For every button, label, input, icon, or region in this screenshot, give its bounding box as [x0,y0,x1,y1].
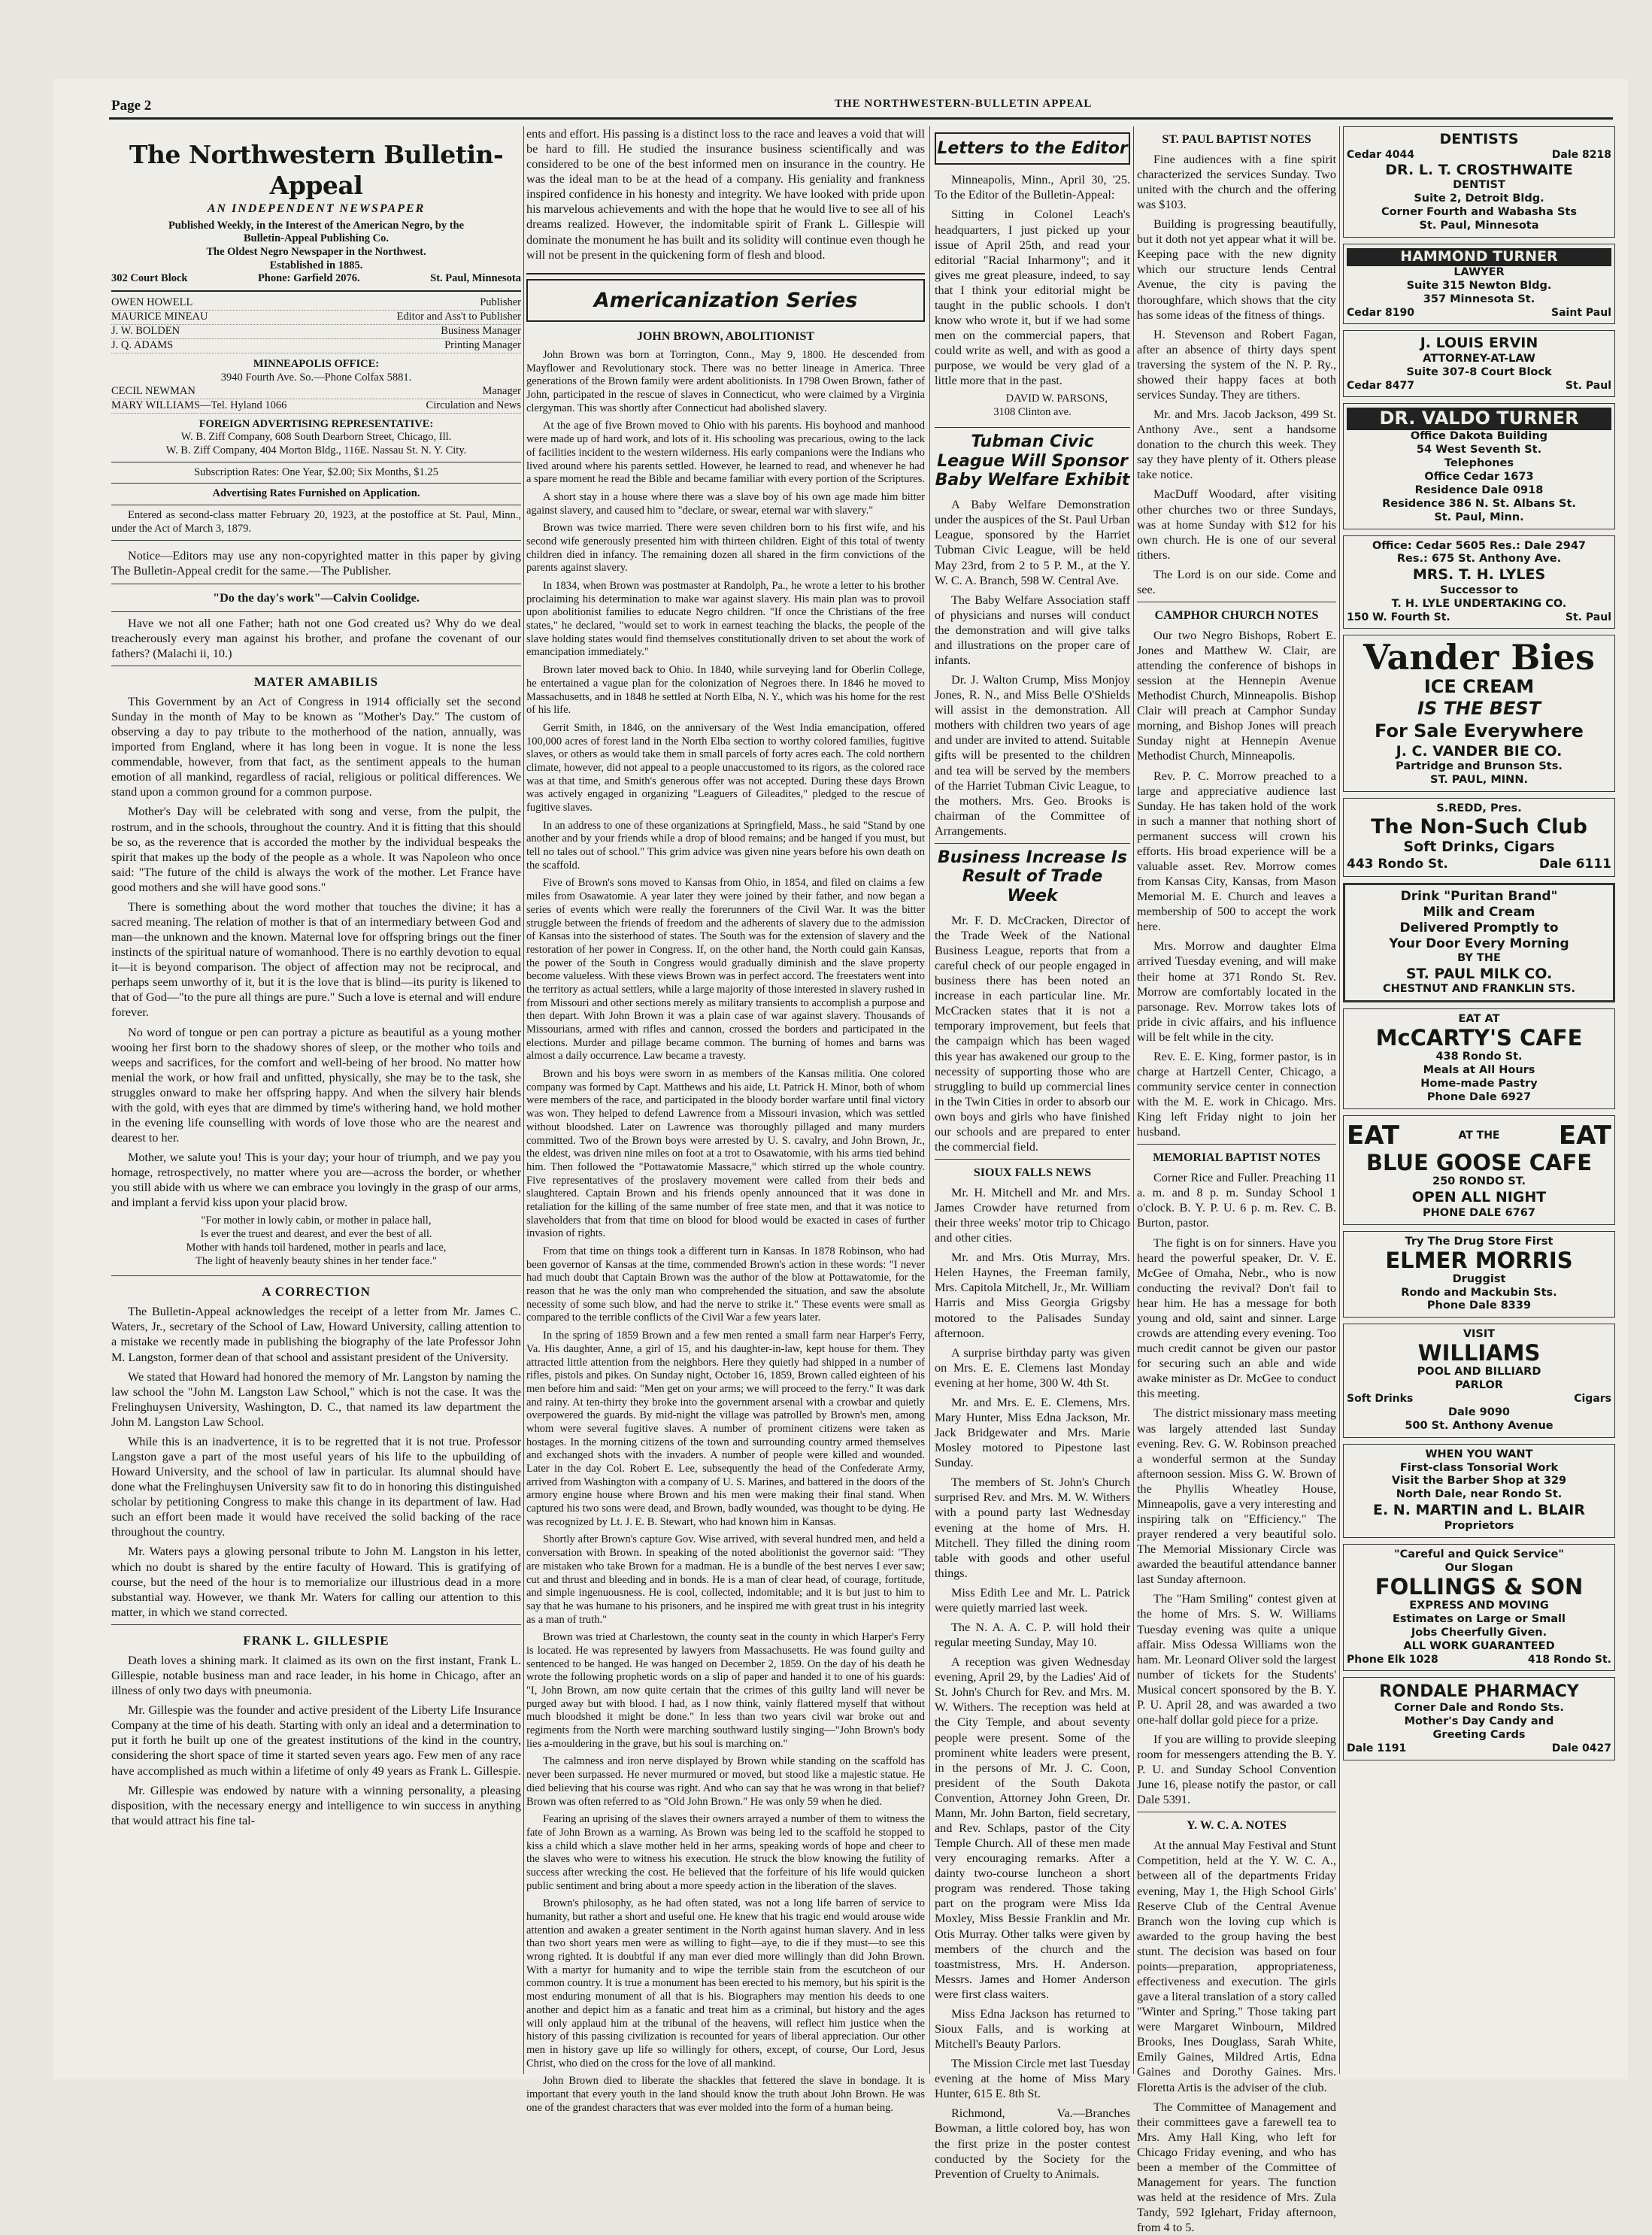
poem-line: "For mother in lowly cabin, or mother in palace hall, [201,1215,432,1227]
divider [935,427,1130,428]
ad-williams-pool [1343,1324,1615,1437]
article-paragraph: There is something about the word mother that touches the divine; it has a sacred meaning. The relation of mother is that of an intermediary between God and man—the unknown and the known. Maternal love for offspring brings out the finer instincts of the spiritual nature of womanhood. There is no earthly devotion to equal it—it is beyond comparison. The object of affection may not be reciprocal, and perhaps seem unworthy of it, but it is the love that is blind—its purity is likened to that of God—"to the pure all things are pure." Such a love is eternal and will endure forever. [111,899,521,1020]
mpls-heading: MINNEAPOLIS OFFICE: [253,358,380,371]
ad-line: Phone Dale 8339 [1426,1299,1532,1312]
article-paragraph: A reception was given Wednesday evening, April 29, by the Ladies' Aid of St. John's Church for Rev. and Mrs. M. W. Withers. The reception was held at the City Temple, and about seventy people were present. Some of the prominent white leaders were present, in the persons of Mr. J. C. Coon, president of the South Dakota Convention, Attorney John Green, Dr. Mann, Mr. John Barton, field secretary, and Rev. Schlaps, pastor of the City Temple Church. All of these men made very encouraging remarks. After a dainty two-course luncheon a short program was rendered. Those taking part on the program were Miss Ida Moxley, Miss Bessie Franklin and Mr. Otis Murray. Other talks were given by members of the church and the toastmistress, Mrs. H. Anderson. Messrs. James and Homer Anderson were first class waiters. [935,1655,1130,2001]
ad-line: VISIT [1463,1328,1496,1341]
article-paragraph: The district missionary mass meeting was largely attended last Sunday evening. Rev. G. W. Robinson preached a wonderful sermon at the Sunday afternoon session. Miss G. W. Brown of the Phyllis Wheatley House, Minneapolis, gave a very interesting and inspiring talk on "Efficiency." The prayer rendered a very beautiful solo. The Memorial Missionary Circle was awarded the beautiful attendance banner last Sunday afternoon. [1137,1406,1336,1587]
staff-row [111,311,521,325]
article-paragraph: ents and effort. His passing is a distinct loss to the race and leaves a void that will be hard to fill. He studied the insurance business scientifically and was considered to be one of the best informed men on insurance in the country. He was the ideal man to be at the head of a company. His geniality and frankness inspired confidence in his honesty and integrity. We have looked with pride upon his marvelous achievements and with the hope that he would live to see all of his dreams realized. However, the indomitable spirit of Frank L. Gillespie will dominate the monument he has built and its solidity will continue even though he will not be present in the quickening form of flesh and blood. [526,127,925,262]
ad-line: J. C. VANDER BIE CO. [1396,742,1563,760]
ad-line: "Careful and Quick Service" [1394,1548,1564,1560]
article-paragraph: Sitting in Colonel Leach's headquarters, I just picked up your issue of April 25th, and read your editorial "Racial Inharmony"; and it gives me great pleasure, indeed, to say that I think your editorial might be taught in the public schools. I don't know who wrote it, but if we had some men on the commercial papers, that could write as well, and with as good a purpose, we would be very glad of a little more that in the past. [935,208,1130,388]
article-paragraph: We stated that Howard had honored the memory of Mr. Langston by naming the law school the "John M. Langston Law School," which is not the case. It was the Frelinghuysen University, Washington, D. C., that named its law department the John M. Langston Law School. [111,1369,521,1429]
ad-line: BY THE [1457,951,1501,964]
series-banner: Americanization Series [526,279,925,322]
ad-line: ICE CREAM [1423,675,1535,697]
article-title: CAMPHOR CHURCH NOTES [1154,609,1319,623]
column-rule [1133,126,1134,2074]
article-paragraph: Mr. H. Mitchell and Mr. and Mrs. James Crowder have returned from their three weeks' motor trip to Chicago and other cities. [935,1185,1130,1245]
masthead-tagline: AN INDEPENDENT NEWSPAPER [207,202,426,215]
article-paragraph: Minneapolis, Minn., April 30, '25. To the Editor of the Bulletin-Appeal: [935,173,1130,202]
letter-address: 3108 Clinton ave. [993,406,1072,419]
ad-line: Visit the Barber Shop at 329 [1391,1475,1567,1487]
ad-line: Suite 2, Detroit Bldg. [1414,193,1544,205]
article-title: SIOUX FALLS NEWS [973,1166,1092,1180]
ad-line: Corner Dale and Rondo Sts. [1394,1702,1564,1715]
ad-phone: Cedar 8190 [1347,306,1414,319]
pub-line: Bulletin-Appeal Publishing Co. [244,232,389,245]
poem-line: The light of heavenly beauty shines in her tender face." [196,1254,437,1267]
article-paragraph: Corner Rice and Fuller. Preaching 11 a. m. and 8 p. m. Sunday School 1 o'clock. B. Y. P. U. 6 p. m. Rev. C. B. Burton, pastor. [1137,1171,1336,1230]
ad-line: WHEN YOU WANT [1425,1448,1533,1460]
ad-line: Mother's Day Candy and [1404,1715,1554,1728]
masthead-address-row [111,272,521,286]
staff-row [111,296,521,311]
ad-heading: DENTISTS [1439,131,1519,147]
article-title: Business Increase Is Result of Trade Week [938,848,1127,905]
ad-martin-blair [1343,1444,1615,1538]
ad-line: Office Cedar 1673 [1424,470,1534,483]
staff-name: MARY WILLIAMS—Tel. Hyland 1066 [111,399,287,411]
ad-address: 150 W. Fourth St. [1347,611,1450,623]
ad-line: LAWYER [1453,265,1505,278]
divider [111,290,521,292]
article-title: Y. W. C. A. NOTES [1187,1819,1287,1833]
ad-follings [1343,1544,1615,1671]
ad-line: Meals at All Hours [1423,1064,1535,1077]
ad-rondale-pharmacy [1343,1677,1615,1760]
article-paragraph: Miss Edith Lee and Mr. L. Patrick were quietly married last week. [935,1585,1130,1615]
article-paragraph: The N. A. A. C. P. will hold their regular meeting Sunday, May 10. [935,1620,1130,1650]
article-paragraph: Gerrit Smith, in 1846, on the anniversary of the West India emancipation, offered 100,000 acres of forest land in the North Elba section to worthy colored families, fugitive slaves, or others as would take them in small parcels of forty acres each. The cold northern climate, however, did not appeal to a people unaccustomed to its rigors, as the colored race was at that time, and Smith's generous offer was not accepted. During these days Brown was actively engaged in organizing "Leaguers of Gileadites," pledged to the rescue of fugitive slaves. [526,721,925,814]
staff-role: Circulation and News [426,399,521,411]
ad-phone: Phone Elk 1028 [1347,1653,1438,1666]
article-paragraph: In an address to one of these organizations at Springfield, Mass., he said "Stand by one another and by your friends while a drop of blood remains; and be hanged if you must, but tell no tales out of school." This grim advice was given nine years before his own death on the scaffold. [526,819,925,872]
ad-elmer-morris [1343,1231,1615,1318]
ad-phone: Dale 6111 [1538,856,1611,872]
article-paragraph: In the spring of 1859 Brown and a few men rented a small farm near Harper's Ferry, Va. His daughter, Anne, a girl of 15, and his daughter-in-law, kept house for them. They attracted little attention from the neighbors. Here they quietly had shipped in a number of rifles, pistols and pikes. On Sunday night, October 16, 1859, Brown called eighteen of his men before him and said: "Men get on your arms; we will proceed to the ferry." It was dark and rainy. At ten-thirty they broke into the government arsenal with a crowbar and quietly overpowered the guards. By mid-night the village was patrolled by Brown's men, among whom were several fugitive slaves. A number of prominent citizens were taken as hostages. In the morning citizens of the town and surrounding country armed themselves and exchanged shots with the invaders. A number of people were killed and wounded. Later in the day Col. Robert E. Lee, subsequently the head of the Confederate Army, arrived from Washington with a company of U. S. Marines, and battered in the doors of the armory engine house where Brown and his men were making their final stand. When captured his two sons were dead, and Brown, badly wounded, was thought to be dying. He was recognized by Lt. J. E. B. Stewart, who had known him in Kansas. [526,1330,925,1528]
staff-name: MAURICE MINEAU [111,311,208,323]
article-paragraph: Mother's Day will be celebrated with song and verse, from the pulpit, the rostrum, and in the schools, throughout the country. And it is fitting that this should be so, as the reverence that is accorded the mother by the individual bespeaks the spirit that makes up the body of the people as a whole. It was Napoleon who once said: "The future of the child is always the work of the mother. Let France have good mothers and she will have good sons." [111,805,521,894]
ad-name: BLUE GOOSE CAFE [1366,1150,1593,1176]
article-title: Letters to the Editor [935,132,1130,165]
article-title: JOHN BROWN, ABOLITIONIST [636,330,815,344]
staff-role: Editor and Ass't to Publisher [396,311,521,323]
ad-line: CHESTNUT AND FRANKLIN STS. [1382,983,1576,996]
ad-line: Jobs Cheerfully Given. [1411,1626,1547,1639]
article-paragraph: Fearing an uprising of the slaves their owners arrayed a number of them to witness the fate of John Brown as a warning. As Brown was being led to the scaffold he stopped to kiss a child which a slave mother held in her arms, speaking words of hope and cheer to the slaves who were to witness his execution. He struck the blow knowing the futility of success after wrecking the cost. He believed that the forfeiture of his life would quicken public sentiment and bring about a more speedy action in the liberation of the slaves. [526,1813,925,1892]
ad-line: IS THE BEST [1417,698,1541,720]
ad-line: Home-made Pastry [1420,1078,1538,1090]
ad-line: Greeting Cards [1432,1729,1526,1742]
article-title: ST. PAUL BAPTIST NOTES [1162,133,1311,146]
ad-line: PARLOR [1455,1379,1503,1392]
ad-name: J. LOUIS ERVIN [1420,335,1538,352]
ad-line: St. Paul, Minnesota [1419,220,1539,232]
article-paragraph: Brown and his boys were sworn in as members of the Kansas militia. One colored company was formed by Capt. Matthews and his aide, Lt. Patrick H. Minor, both of whom were members of the race, and participated in the bloody border warfare until final victory was won. They helped to defend Lawrence from a Missouri invasion, which was settled without bloodshed. Later on Lawrence was thoroughly pillaged and many murders committed. Two of the Brown boys were arrested by U. S. cavalry, and John Brown, Jr., the eldest, was driven nine miles on foot at a trot to Osawatomie, with his arms tied behind him. Then followed the "Pottawatomie Massacre," which stirred up the whole country. Five representatives of the proslavery movement were called from their beds and slaughtered. Captain Brown and his friends openly announced that it was done in retaliation for the killing of the same number of free state men, and that it was notice to slaveholders that from that time on blood for blood would be exacted in cases of further invasion of rights. [526,1068,925,1240]
running-title: THE NORTHWESTERN-BULLETIN APPEAL [835,98,1093,110]
ad-dentist [1343,126,1615,238]
ad-line: St. Paul, Minn. [1434,511,1524,523]
ad-line: Residence Dale 0918 [1414,484,1544,496]
divider [1137,1144,1336,1145]
staff-name: J. Q. ADAMS [111,339,174,352]
divider [935,1159,1130,1160]
article-paragraph: The Committee of Management and their committees gave a farewell tea to Mrs. Amy Hall King, who left for Chicago Friday evening, and who has been a member of the Committee of Management for years. The function was held at the residence of Mrs. Zula Tandy, 592 Iglehart, Friday afternoon, from 4 to 5. [1137,2100,1336,2235]
foreign-line: W. B. Ziff Company, 404 Morton Bldg., 116E. Nassau St. N. Y. City. [165,444,467,456]
article-paragraph: Brown was tried at Charlestown, the county seat in the county in which Harper's Ferry is located. He was represented by lawyers from Massachusetts. He was found guilty and sentenced to be hanged. He was hanged on December 2, 1859. On the day of his death he wrote the following prophetic words on a slip of paper and handed it to one of his guards: "I, John Brown, am now quite certain that the crimes of this guilty land will never be purged away but with blood. I had, as I now think, vainly flattered myself that without much bloodshed it might be done." In less than two years civil war broke out and regiments from the North were marching southward lustily singing—"John Brown's body lies a-mouldering in the grave, but his soul is marching on." [526,1631,925,1750]
ad-line: EXPRESS AND MOVING [1409,1599,1549,1612]
article-title: MATER AMABILIS [253,674,379,689]
ad-line: Office Dakota Building [1410,429,1548,442]
poem-line: Mother with hands toil hardened, mother in pearls and lace, [186,1241,447,1254]
article-paragraph: Fine audiences with a fine spirit characterized the services Sunday. Two united with the church and the offering was $103. [1137,152,1336,212]
ad-address: 418 Rondo St. [1527,1653,1611,1666]
ad-line: Delivered Promptly to [1399,920,1559,936]
column-rule [1339,126,1340,2074]
ad-name: Vander Bies [1363,637,1595,678]
staff-name: CECIL NEWMAN [111,384,196,397]
article-paragraph: This Government by an Act of Congress in 1914 officially set the second Sunday in the month of May to be known as "Mother's Day." The custom of observing a day to pay tribute to the motherhood of the nation, annually, was imported from England, where it has long been in vogue. It is none the less commendable, however, from that fact, as the sentiment appeals to the human emotion of all mankind, regardless of racial, religious or political differences. We stand upon a common ground for a common purpose. [111,694,521,799]
staff-row [111,399,521,414]
staff-role: Printing Manager [444,339,521,352]
ad-city: Saint Paul [1551,306,1611,319]
ad-line: Soft Drinks, Cigars [1403,838,1555,855]
article-paragraph: Our two Negro Bishops, Robert E. Jones and Matthew W. Clair, are attending the conference of bishops in session at the Hennepin Avenue Methodist Church, Minneapolis. Bishop Clair will preach at Camphor Sunday morning, and Bishop Jones will preach Sunday night at Hennepin Avenue Methodist Church, Minneapolis. [1137,628,1336,763]
ads-column [1343,126,1615,2053]
ad-line: Suite 307-8 Court Block [1406,365,1552,378]
ad-name: DR. L. T. CROSTHWAITE [1385,161,1573,178]
article-title: A CORRECTION [262,1284,371,1299]
ad-city: St. Paul [1565,611,1611,623]
ad-non-such-club [1343,798,1615,876]
article-paragraph: Miss Edna Jackson has returned to Sioux Falls, and is working at Mitchell's Beauty Parlors. [935,2006,1130,2052]
article-paragraph: If you are willing to provide sleeping room for messengers attending the B. Y. P. U. and Sunday School Convention June 16, please notify the pastor, or call Dale 5391. [1137,1733,1336,1807]
article-paragraph: H. Stevenson and Robert Fagan, after an absence of thirty days spent traversing the system of the N. P. Ry., showed their happy faces at both services Sunday. They are tithers. [1137,327,1336,402]
staff-row [111,325,521,339]
phone: Phone: Garfield 2076. [257,272,360,285]
article-paragraph: No word of tongue or pen can portray a picture as beautiful as a young mother wooing her first born to the shadowy shores of sleep, or the mother who toils and weeps and sacrifices, for the comfort and well-being of her brood. No matter how menial the work, or how frail and unfitted, physically, she may be to the task, she struggles onward to make her offspring happy. And when the silvery hair blends with the gold, with eyes that are dimmed by time's withering hand, we hold mother in the evening life counselling with words of love those who are the nearest and dearest to her. [111,1025,521,1145]
article-paragraph: Death loves a shining mark. It claimed as its own on the first instant, Frank L. Gillespie, notable business man and race leader, in his home in Chicago, after an illness of only two days with pneumonia. [111,1653,521,1698]
ad-line: T. H. LYLE UNDERTAKING CO. [1391,597,1567,610]
ad-line: Residence 386 N. St. Albans St. [1382,497,1576,510]
article-paragraph: Building is progressing beautifully, but it doth not yet appear what it will be. Keeping pace with the new dignity which our structure lends Central Avenue, the city is paving the thoroughfare, which shows that the city has some ideas of the fitness of things. [1137,217,1336,322]
article-paragraph: A Baby Welfare Demonstration under the auspices of the St. Paul Urban League, sponsored by the Harriet Tubman Civic League, will be held May 23rd, from 2 to 5 P. M., at the Y. W. C. A. Branch, 598 W. Central Ave. [935,498,1130,587]
ad-line: For Sale Everywhere [1375,720,1584,742]
article-paragraph: Mr. and Mrs. E. E. Clemens, Mrs. Mary Hunter, Miss Edna Jackson, Mr. Jack Bridgewater and Mrs. Marie Mosley motored to Pipestone last Sunday. [935,1395,1130,1470]
poem-line: Is ever the truest and dearest, and ever the best of all. [200,1228,432,1241]
scripture: Have we not all one Father; hath not one God created us? Why do we deal treacherously every man against his brother, and profane the covenant of our fathers? (Malachi ii, 10.) [111,616,521,660]
ad-line: Dale 9090 [1447,1406,1511,1418]
article-paragraph: Mother, we salute you! This is your day; your hour of triumph, and we pay you homage, retrospectively, no matter where you are—across the border, or whether you still abide with us where we can embrace you lovingly in the grasp of our arms, and implant a fervid kiss upon your placid brow. [111,1151,521,1210]
column-1 [111,126,521,2053]
ad-vander-bies [1343,635,1615,792]
article-paragraph: The Mission Circle met last Tuesday evening at the home of Miss Mary Hunter, 615 E. 8th St. [935,2057,1130,2101]
ad-line: 54 West Seventh St. [1416,443,1542,456]
address: 302 Court Block [111,272,188,285]
article-paragraph: The fight is on for sinners. Have you heard the powerful speaker, Dr. V. E. McGee of Omaha, Nebr., who is now conducting the revival? Don't fail to hear him. He has a message for both young and old, saint and sinner. Large crowds are attending every evening. Too much credit cannot be given our pastor for securing such an able and wide awake minister as Dr. McGee to conduct this meeting. [1137,1236,1336,1401]
ad-line: First-class Tonsorial Work [1399,1461,1559,1474]
ad-line: North Dale, near Rondo St. [1396,1488,1563,1501]
article-paragraph: At the annual May Festival and Stunt Competition, held at the Y. W. C. A., between all of the departments Friday evening, May 1, the High School Girls' Reserve Club of the Central Avenue Branch won the loving cup which is awarded to the group having the best stunt. The decision was based on four points—preparation, appropriateness, effectiveness and execution. The girls gave a literal translation of a story called "Winter and Spring." Those taking part were Margaret Winbourn, Mildred Brooks, Ines Douglass, Sarah White, Emily Gaines, Mildred Artis, Edna Gaines and Dorothy Gaines. Mrs. Floretta Artis is the adviser of the club. [1137,1839,1336,2094]
ad-line: POOL AND BILLIARD [1417,1366,1541,1378]
ad-name: McCARTY'S CAFE [1375,1025,1583,1051]
article-paragraph: Mr. Waters pays a glowing personal tribute to John M. Langston in his letter, which no doubt is shared by the entire faculty of Howard. This is gratifying of course, but the need of the hour is to memorialize our illustrious dead in a more substantial way. However, we thank Mr. Waters for calling our attention to this matter, in which we stand corrected. [111,1545,521,1619]
city: St. Paul, Minnesota [430,272,521,285]
ad-line: Corner Fourth and Wabasha Sts [1381,206,1577,219]
ad-line: Office: Cedar 5605 Res.: Dale 2947 [1372,539,1587,552]
ad-phone: Cedar 8477 [1347,379,1414,392]
pub-line: Established in 1885. [269,259,363,271]
article-title: Tubman Civic League Will Sponsor Baby Welfare Exhibit [935,432,1130,490]
ad-name: The Non-Such Club [1371,815,1587,839]
article-paragraph: MacDuff Woodard, after visiting other churches two or three Sundays, was at home Sunday with $12 for his own church. He is one of our several tithers. [1137,487,1336,562]
article-paragraph: Mr. F. D. McCracken, Director of the Trade Week of the National Business League, reports that from a careful check of our people engaged in business there has been noted an increase in each particular line. Mr. McCracken states that it is not a temporary improvement, but feels that the campaign which has been waged this year has awakened our group to the necessity of supporting those who are struggling to build up commercial lines in the Twin Cities in order to absorb our own boys and girls who have finished our schools and are prepared to enter the commercial field. [935,913,1130,1154]
subscription-rates: Subscription Rates: One Year, $2.00; Six Months, $1.25 [194,465,438,478]
ad-line: ST. PAUL, MINN. [1430,774,1528,787]
ad-name: ST. PAUL MILK CO. [1405,965,1553,982]
article-paragraph: Rev. E. E. King, former pastor, is in charge at Hartzell Center, Chicago, a community service center in connection with the M. E. work in Chicago. Mrs. King left Friday night to join her husband. [1137,1049,1336,1139]
entered-notice: Entered as second-class matter February 20, 1923, at the postoffice at St. Paul, Minn., under the Act of March 3, 1879. [111,508,521,535]
article-paragraph: While this is an inadvertence, it is to be regretted that it is not true. Professor Langston gave a part of the most useful years of his life to the upbuilding of Howard University, and the school of law in particular. Its alumnal should have done what the Frelinghuysen University saw fit to do in honoring this distinguished scholar by petitioning Congress to make this change in its department of law. Had such an effort been made it would have received the solid backing of the race throughout the country. [111,1434,521,1539]
ad-line: Try The Drug Store First [1405,1235,1553,1248]
article-paragraph: The members of St. John's Church surprised Rev. and Mrs. M. W. Withers with a pound party last Wednesday evening at the home of Mrs. H. Mitchell. They filled the dining room table with goods and other useful things. [935,1475,1130,1580]
article-paragraph: John Brown was born at Torrington, Conn., May 9, 1800. He descended from Mayflower and Revolutionary stock. There was no better lineage in America. Three generations of the Brown family were ardent abolitionists. In 1798 Owen Brown, father of John, participated in the rescue of slaves in Connecticut, who were claimed by a Virginia clergyman. This was shortly after Connecticut had abolished slavery. [526,349,925,414]
ad-phone: Cedar 4044 [1347,148,1414,161]
pub-line: Published Weekly, in the Interest of the American Negro, by the [168,219,465,232]
ad-name: E. N. MARTIN and L. BLAIR [1373,1502,1585,1519]
article-paragraph: Brown later moved back to Ohio. In 1840, while surveying land for Oberlin College, he entertained a vague plan for the colonization of Negroes there. In 1846 he moved to Massachusetts, and in 1848 he settled at North Elba, N. Y., which was his home for the rest of his life. [526,664,925,717]
ad-line: ALL WORK GUARANTEED [1403,1639,1555,1652]
article-title: FRANK L. GILLESPIE [243,1633,390,1648]
column-rule [929,126,930,2074]
coolidge-quote: "Do the day's work"—Calvin Coolidge. [213,590,420,605]
ad-name: HAMMOND TURNER [1347,248,1611,266]
ad-line: 500 St. Anthony Avenue [1405,1419,1553,1432]
ad-line: EAT [1347,1121,1400,1151]
ad-line: Our Slogan [1444,1561,1514,1574]
article-paragraph: The Bulletin-Appeal acknowledges the receipt of a letter from Mr. James C. Waters, Jr., secretary of the School of Law, Howard University, calling attention to a mistake we recently made in publishing the biography of the late Professor John M. Langston, former dean of that school and assistant president of the University. [111,1305,521,1364]
ad-line: Druggist [1452,1272,1506,1285]
ad-mccarty-cafe [1343,1008,1615,1109]
staff-row [111,385,521,399]
article-paragraph: A surprise birthday party was given on Mrs. E. E. Clemens last Monday evening at her home, 300 W. 4th St. [935,1345,1130,1390]
ad-city: St. Paul [1565,379,1611,392]
divider [111,483,521,484]
article-paragraph: Brown's philosophy, as he had often stated, was not a long life barren of service to humanity, but rather a short and useful one. He knew that his tragic end would arouse wide attention and awaken a greater sentiment in the North against human slavery. And in less than two short years men were as willing to fight—aye, to die if they must—to see this wrong righted. It is doubtful if any man ever died more willingly than did John Brown. With a martyr for humanity and to wipe the terrible stain from the escutcheon of our common country. It is true a monument has been erected to his memory, but his spirit is the most enduring monument of all that is his. Biographers may mention his deeds to one another and depict him as a fanatic and treat him as a criminal, but history and the ages will only applaud him at the tribunal of the heavens, will reflect him justice when the history of this passing civilization is recounted for years of liberal appreciation. Our other men in history gave up life so willingly for others, except, of course, Our Lord, Jesus Christ, who died on the cross for the love of all mankind. [526,1897,925,2070]
article-paragraph: Mr. Gillespie was the founder and active president of the Liberty Life Insurance Company at the time of his death. Starting with only an ideal and a determination to put it forth he built up one of the greatest institutions of the kind in the country, considering the short space of time it started seven years ago. Few men of any race have accomplished as much within a lifetime of only 49 years as Frank L. Gillespie. [111,1703,521,1778]
ad-line: Soft Drinks [1347,1393,1414,1406]
article-paragraph: The calmness and iron nerve displayed by Brown while standing on the scaffold has never been surpassed. He never murmured or moved, but stood like a majestic statue. He died believing that his course was right. And who can say that he was wrong in that belief? Brown was often referred to as "Old John Brown." He was only 59 when he died. [526,1755,925,1808]
letter-signature: DAVID W. PARSONS, [1005,393,1108,405]
ad-line: Rondo and Mackubin Sts. [1401,1286,1557,1299]
article-paragraph: Dr. J. Walton Crump, Miss Monjoy Jones, R. N., and Miss Belle O'Shields will assist in the demonstration. All mothers with children two years of age and under are invited to attend. Suitable gifts will be presented to the children and tea will be served by the members of the Harriet Tubman Civic League, to the mothers. Mrs. Geo. Brooks is chairman of the Committee of Arrangements. [935,673,1130,838]
column-3 [935,126,1130,2181]
ad-line: Successor to [1439,584,1519,596]
foreign-heading: FOREIGN ADVERTISING REPRESENTATIVE: [199,417,434,430]
ad-name: ELMER MORRIS [1385,1247,1573,1273]
article-paragraph: The "Ham Smiling" contest given at the home of Mrs. S. W. Williams Tuesday evening was quite a unique affair. Miss Odessa Williams won the ham. Mr. Leonard Oliver sold the largest number of tickets for the Students' Musical concert sponsored by the B. Y. P. U. April 28, and was awarded a two one-half dollar gold piece for a prize. [1137,1592,1336,1727]
ad-line: Res.: 675 St. Anthony Ave. [1396,553,1562,566]
article-paragraph: John Brown died to liberate the shackles that fettered the slave in bondage. It is important that every youth in the land should know the truth about John Brown. He was one of the grandest characters that was ever molded into the form of a human being. [526,2075,925,2114]
ad-phone: Dale 0427 [1551,1742,1611,1755]
staff-row [111,339,521,353]
staff-role: Business Manager [441,325,521,338]
header-rule [109,117,1613,120]
page-number: Page 2 [111,98,152,114]
ad-address: 443 Rondo St. [1347,856,1448,872]
divider [111,611,521,612]
ad-line: 357 Minnesota St. [1423,293,1535,305]
article-paragraph: At the age of five Brown moved to Ohio with his parents. His boyhood and manhood were made up of hard work, and lots of it. His schooling was precarious, owing to the lack of facilities incident to the western wilderness. His early companions were the Indians who lived around where his parents settled. However, he learned to read, and whenever he had a spare moment he read the Bible and became familiar with every portion of the Scriptures. [526,420,925,486]
article-paragraph: Five of Brown's sons moved to Kansas from Ohio, in 1854, and filed on claims a few miles from Osawatomie. A year later they were joined by their father, and now began a series of events which were really the forerunners of the Civil War. It was the bitter struggle between the friends of freedom and the adherents of slavery due to the admission of Kansas into the sisterhood of states. The South was for the extension of slavery and the restoration of her power in Congress. If, on the other hand, the North could gain Kansas, the power of the South in Congress would gradually diminish and the slave property become valueless. With these views Brown was in perfect accord. The freestaters went into the territory as actual settlers, while a large majority of those interested in slavery rushed in from Missouri and other sections merely as military transients to accomplish a purpose and then depart. With John Brown it was a plain case of war against slavery. Thousands of Missourians, armed with rifles and cannon, crossed the borders and participated in the elections. Murder and pillage became common. The burning of homes and barns was almost a daily occurrence. Law became a travesty. [526,877,925,1063]
article-paragraph: Richmond, Va.—Branches Bowman, a little colored boy, has won the first prize in the poster contest conducted by the Society for the Prevention of Cruelty to Animals. [935,2106,1130,2181]
ad-line: EAT [1558,1121,1611,1151]
staff-role: Publisher [480,296,521,309]
ad-name: FOLLINGS & SON [1375,1573,1584,1600]
ad-line: Drink "Puritan Brand" [1400,888,1558,904]
column-rule [523,126,524,2074]
ad-ervin [1343,330,1615,397]
staff-name: OWEN HOWELL [111,296,193,309]
divider [935,843,1130,844]
ad-line: 250 RONDO ST. [1432,1175,1526,1188]
article-paragraph: A short stay in a house where there was a slave boy of his own age made him bitter against slavery, and caused him to "declare, or swear, eternal war with slavery." [526,490,925,517]
article-paragraph: Mr. and Mrs. Otis Murray, Mrs. Helen Haynes, the Freeman family, Mrs. Capitola Mitchell, Jr., Mr. William Harris and Miss Georgia Grigsby motored to the Palisades Sunday afternoon. [935,1251,1130,1340]
article-paragraph: Shortly after Brown's capture Gov. Wise arrived, with several hundred men, and held a conversation with Brown. In speaking of the noted abolitionist the governor said: "They are mistaken who take Brown for a madman. He is a bundle of the best nerves I ever saw; cut and thrust and bleeding and in bonds. He is a man of clear head, of courage, fortitude, and simple ingenuousness. He is cool, collected, indomitable; and it is but just to him to say that he was humane to his prisoners, and he inspired me with great trust in his integrity as a man of truth." [526,1533,925,1626]
foreign-line: W. B. Ziff Company, 608 South Dearborn Street, Chicago, Ill. [180,431,452,444]
article-title: MEMORIAL BAPTIST NOTES [1153,1151,1320,1165]
ad-line: Proprietors [1444,1519,1514,1532]
ad-line: Cigars [1574,1393,1611,1406]
ad-lyles [1343,535,1615,629]
divider [111,540,521,541]
ad-line: DENTIST [1453,179,1505,192]
divider [526,273,925,274]
ad-valdo-turner [1343,403,1615,529]
column-4 [1137,126,1336,2235]
ad-line: Estimates on Large or Small [1393,1612,1566,1625]
ad-line: PHONE DALE 6767 [1423,1206,1535,1219]
ad-st-paul-milk [1343,883,1615,1003]
divider [111,1624,521,1625]
article-paragraph: The Lord is on our side. Come and see. [1137,567,1336,596]
article-paragraph: Rev. P. C. Morrow preached to a large and appreciative audience last Sunday. He has taken hold of the work in such a manner that nothing short of permanent success will crown his efforts. His broad experience will be a valuable asset. Rev. Morrow comes from Kansas City, Kansas, from Mason Memorial M. E. Church and leaves a membership of 500 to accept the work here. [1137,769,1336,934]
ad-line: Phone Dale 6927 [1426,1091,1532,1104]
ad-line: Milk and Cream [1423,904,1535,920]
ad-line: EAT AT [1458,1013,1500,1026]
article-paragraph: Mr. and Mrs. Jacob Jackson, 499 St. Anthony Ave., sent a handsome donation to the church this week. They say they have plenty of it. Others please take notice. [1137,408,1336,482]
ad-line: Suite 315 Newton Bldg. [1406,279,1552,292]
ad-hammond-turner [1343,244,1615,324]
ad-line: S.REDD, Pres. [1436,802,1522,815]
mpls-address: 3940 Fourth Ave. So.—Phone Colfax 5881. [220,371,412,384]
article-paragraph: The Baby Welfare Association staff of physicians and nurses will conduct the demonstration and will give talks and illustrations on the proper care of infants. [935,593,1130,667]
ad-name: DR. VALDO TURNER [1347,408,1611,430]
masthead-title: The Northwestern Bulletin-Appeal [129,140,504,200]
pub-line: The Oldest Negro Newspaper in the Northwest. [206,246,426,259]
article-paragraph: Mr. Gillespie was endowed by nature with a winning personality, a pleasing disposition, with the necessary energy and intelligence to win success in anything that would attract his fine tal- [111,1783,521,1827]
ad-blue-goose-cafe [1343,1115,1615,1225]
ad-name: WILLIAMS [1417,1340,1541,1366]
ad-name: MRS. T. H. LYLES [1412,566,1546,584]
ad-phone: Dale 1191 [1347,1742,1407,1755]
article-paragraph: From that time on things took a different turn in Kansas. In 1878 Robinson, who had been governor of Kansas at the time, commended Brown's action in these words: "I never had much doubt that Captain Brown was the author of the blow at Pottawatomie, for the reason that he was the only man who comprehended the situation, and saw the absolute necessity of some such blow, and had the nerve to strike it." These events were small as compared to the terrible conflicts of the Civil War a few years later. [526,1245,925,1324]
ad-line: AT THE [1458,1129,1500,1142]
staff-role: Manager [482,384,521,397]
staff-name: J. W. BOLDEN [111,325,180,338]
editor-notice: Notice—Editors may use any non-copyrighted matter in this paper by giving The Bulletin-Appeal credit for the same.—The Publisher. [111,549,521,578]
article-paragraph: Brown was twice married. There were seven children born to his first wife, and his second wife generously presented him with thirteen children. Eight of this total of twenty children died in infancy. The remaining dozen all shared in the firm convictions of the parents against slavery. [526,522,925,575]
advertising-rates: Advertising Rates Furnished on Application. [212,487,420,500]
ad-phone: Dale 8218 [1551,148,1611,161]
ad-line: OPEN ALL NIGHT [1411,1189,1547,1206]
ad-line: Partridge and Brunson Sts. [1396,760,1563,773]
column-2 [526,126,925,2114]
ad-line: Your Door Every Morning [1389,936,1569,951]
ad-name: RONDALE PHARMACY [1379,1682,1579,1701]
article-paragraph: Mrs. Morrow and daughter Elma arrived Tuesday evening, and will make their home at 371 Rondo St. Rev. Morrow are comfortably located in the parsonage. Rev. Morrow takes lots of pride in civic affairs, and his influence will be felt while in the city. [1137,939,1336,1044]
ad-line: Telephones [1444,456,1514,469]
ad-line: 438 Rondo St. [1435,1051,1523,1063]
article-paragraph: In 1834, when Brown was postmaster at Randolph, Pa., he wrote a letter to his brother proclaiming his determination to make war against slavery. His main plan was to provoil upon abolitionist families to educate Negro children. "If once the Christians of the free states," he declared, "would set to work in earnest teaching the blacks, the people of the slave holding states would find themselves constitutionally driven to set about the work of emancipation immediately." [526,580,925,659]
ad-line: ATTORNEY-AT-LAW [1423,352,1535,365]
divider [111,1275,521,1276]
